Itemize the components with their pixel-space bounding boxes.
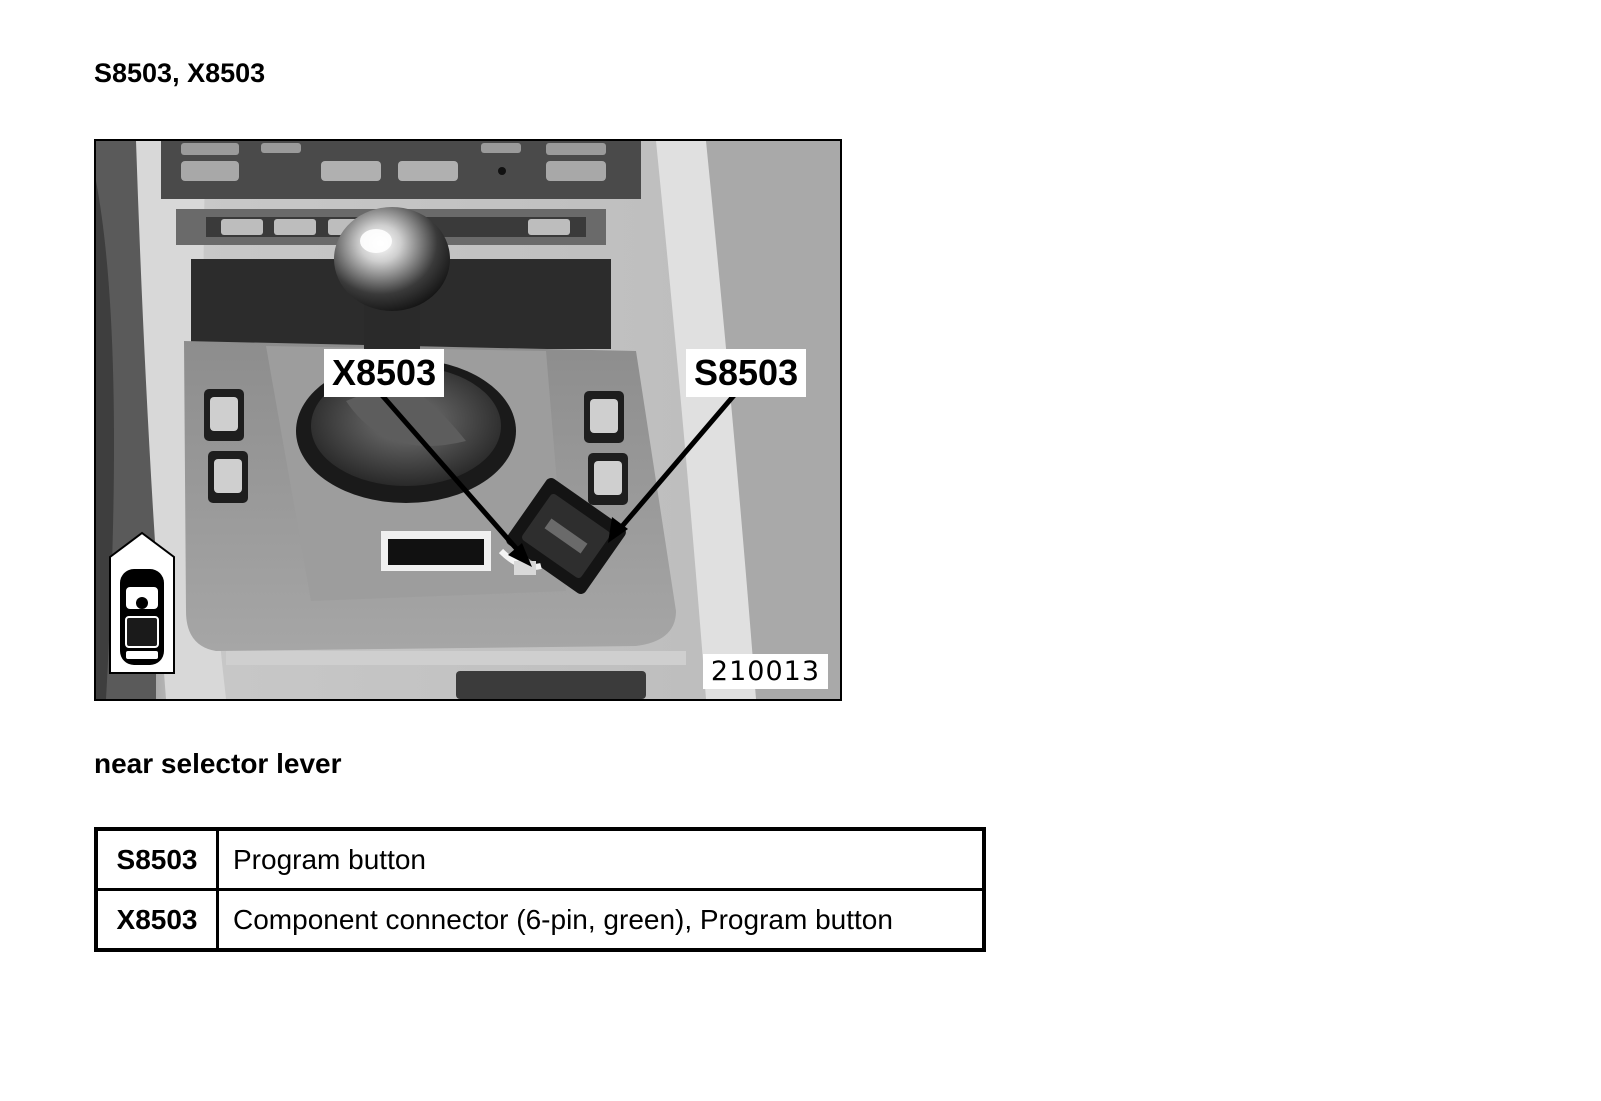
component-location-photo [94, 139, 842, 701]
component-description: Component connector (6-pin, green), Program button [218, 890, 985, 951]
document-title: S8503, X8503 [94, 58, 266, 88]
car-top-view-icon [110, 533, 174, 673]
component-legend-table [94, 827, 986, 952]
table-row [96, 890, 984, 951]
callout-x8503: X8503 [324, 349, 444, 397]
component-description: Program button [218, 829, 985, 890]
table-row [96, 829, 984, 890]
location-caption: near selector lever [94, 748, 342, 779]
component-code: X8503 [96, 890, 218, 951]
callout-s8503: S8503 [686, 349, 806, 397]
center-console-illustration [96, 141, 840, 699]
component-code: S8503 [96, 829, 218, 890]
figure-number: 210013 [703, 654, 828, 689]
